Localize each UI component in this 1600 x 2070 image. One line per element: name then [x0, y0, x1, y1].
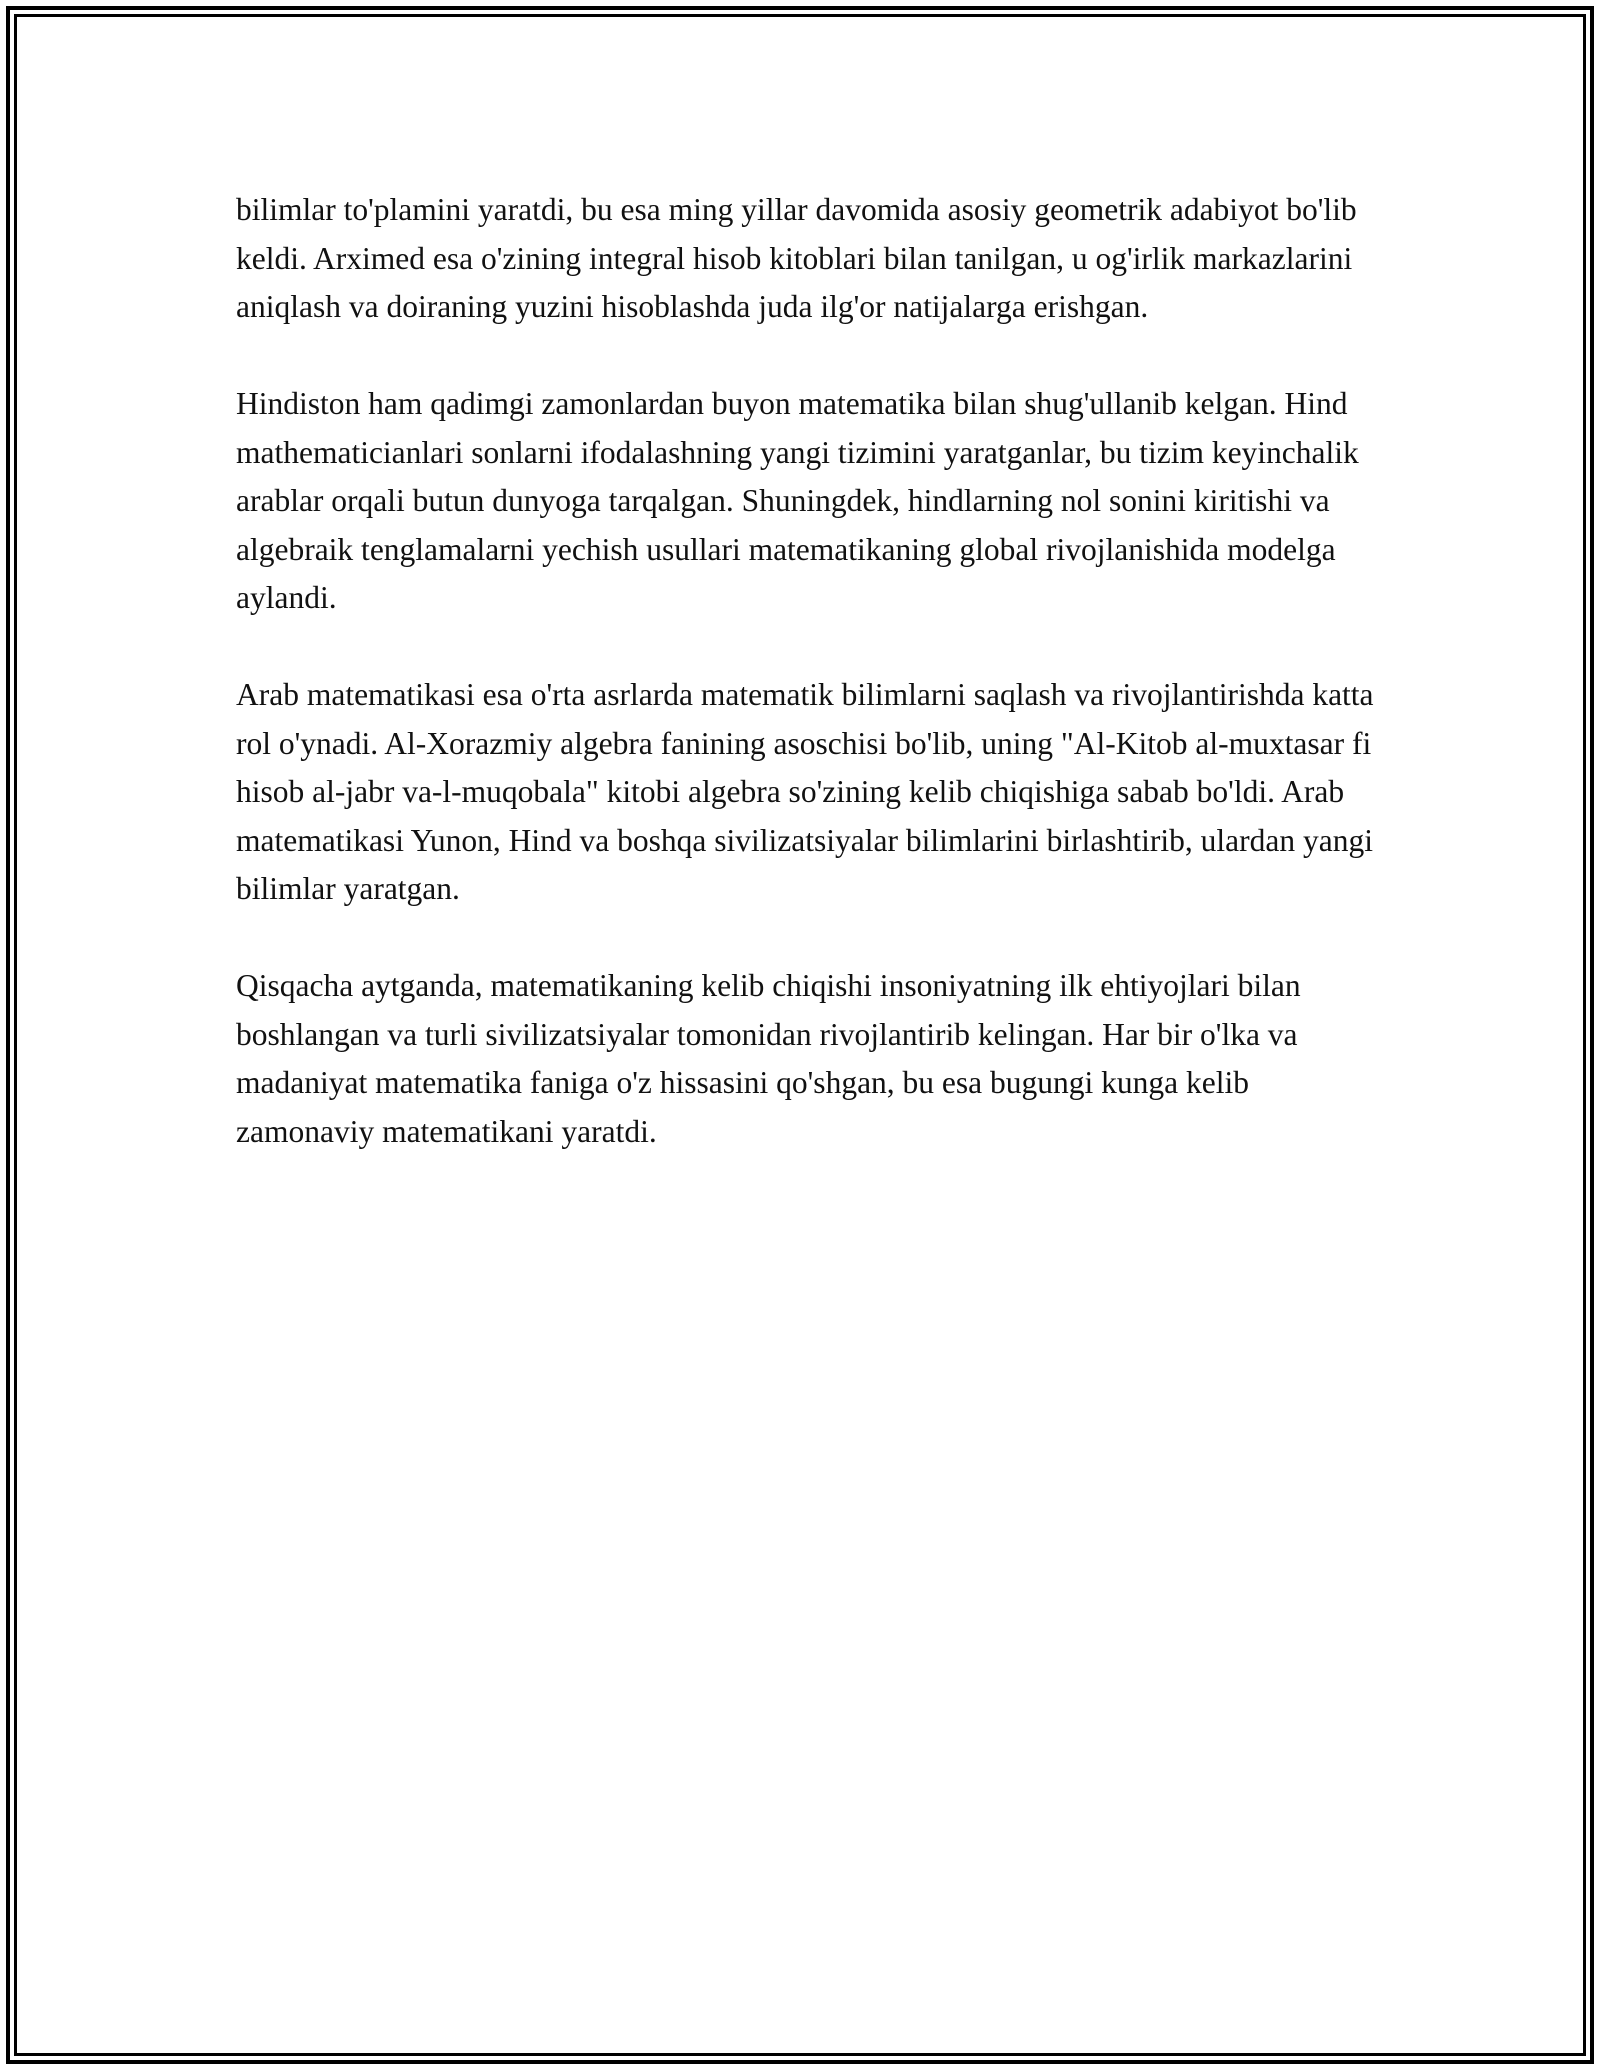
- document-body: [236, 186, 1386, 1205]
- paragraph-arab-mathematics: Arab matematikasi esa o'rta asrlarda matematik bilimlarni saqlash va rivojlantirishda katta rol o'ynadi. Al-Xorazmiy algebra fanining asoschisi bo'lib, uning "Al-Kitob al-muxtasar fi hisob al-jabr va-l-muqobala" kitobi algebra so'zining kelib chiqishiga sabab bo'ldi. Arab matematikasi Yunon, Hind va boshqa sivilizatsiyalar bilimlarini birlashtirib, ulardan yangi bilimlar yaratgan.: [236, 677, 1374, 906]
- paragraph-india-mathematics: Hindiston ham qadimgi zamonlardan buyon matematika bilan shug'ullanib kelgan. Hind mathematicianlari sonlarni ifodalashning yangi tizimini yaratganlar, bu tizim keyinchalik arablar orqali butun dunyoga tarqalgan. Shuningdek, hindlarning nol sonini kiritishi va algebraik tenglamalarni yechish usullari matematikaning global rivojlanishida modelga aylandi.: [236, 386, 1359, 615]
- paragraph-greek-geometry: bilimlar to'plamini yaratdi, bu esa ming yillar davomida asosiy geometrik adabiyot bo'lib keldi. Arximed esa o'zining integral hisob kitoblari bilan tanilgan, u og'irlik markazlarini aniqlash va doiraning yuzini hisoblashda juda ilg'or natijalarga erishgan.: [236, 192, 1357, 324]
- paragraph-summary: Qisqacha aytganda, matematikaning kelib chiqishi insoniyatning ilk ehtiyojlari bilan boshlangan va turli sivilizatsiyalar tomonidan rivojlantirib kelingan. Har bir o'lka va madaniyat matematika faniga o'z hissasini qo'shgan, bu esa bugungi kunga kelib zamonaviy matematikani yaratdi.: [236, 968, 1301, 1149]
